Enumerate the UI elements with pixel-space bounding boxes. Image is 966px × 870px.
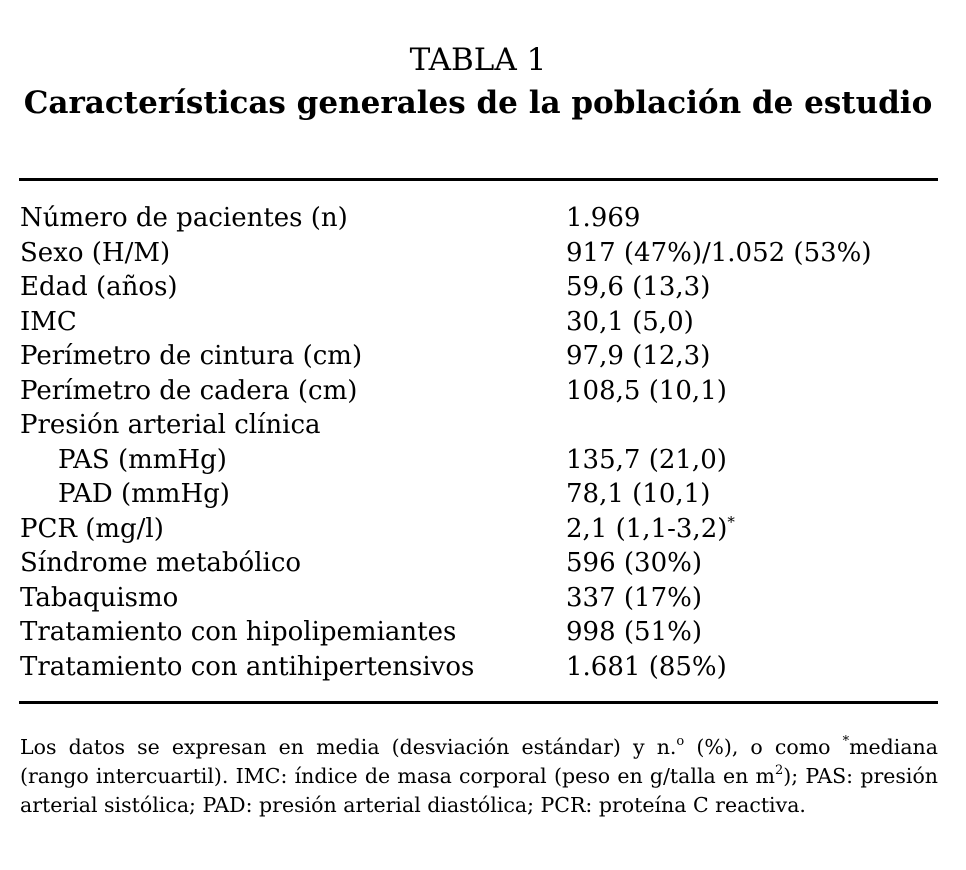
table-row — [20, 201, 940, 236]
row-label: Edad (años) — [20, 272, 178, 302]
row-label: Número de pacientes (n) — [20, 203, 348, 233]
bottom-rule — [19, 701, 938, 704]
row-label: Perímetro de cintura (cm) — [20, 341, 363, 371]
row-value: 78,1 (10,1) — [566, 479, 711, 509]
table-title — [0, 84, 956, 122]
row-value: 998 (51%) — [566, 617, 702, 647]
table-row — [20, 615, 940, 650]
row-value: 97,9 (12,3) — [566, 341, 711, 371]
row-value: 30,1 (5,0) — [566, 306, 694, 337]
table-section-row — [20, 408, 940, 443]
row-label: PCR (mg/l) — [20, 513, 164, 544]
footnote-text: (%), o como — [684, 735, 843, 759]
row-value: 135,7 (21,0) — [566, 444, 727, 475]
row-label: Tratamiento con hipolipemiantes — [20, 617, 457, 647]
row-label: Tabaquismo — [20, 582, 179, 613]
exponent-marker: 2 — [774, 763, 784, 778]
row-value: 1.969 — [566, 203, 641, 233]
table-subrow — [20, 477, 940, 512]
row-value: 917 (47%)/1.052 (53%) — [566, 237, 872, 268]
table-title-text: Características generales de la población de estudio — [23, 85, 933, 121]
row-label: PAD (mmHg) — [58, 479, 230, 509]
table-subrow — [20, 443, 940, 478]
table-row — [20, 512, 940, 547]
row-value — [566, 512, 735, 546]
table-row — [20, 305, 940, 340]
asterisk-note-marker: * — [727, 512, 735, 531]
asterisk-marker: * — [842, 734, 850, 749]
section-label: Presión arterial clínica — [20, 410, 321, 440]
row-label: PAS (mmHg) — [58, 444, 227, 475]
row-value: 337 (17%) — [566, 582, 702, 613]
table-row — [20, 581, 940, 616]
table-row — [20, 236, 940, 271]
table-row — [20, 650, 940, 685]
table-row — [20, 270, 940, 305]
row-value: 59,6 (13,3) — [566, 272, 711, 302]
ordinal-marker: o — [676, 734, 685, 749]
row-label: Síndrome metabólico — [20, 548, 302, 578]
row-label: Tratamiento con antihipertensivos — [20, 651, 475, 682]
row-label: IMC — [20, 306, 77, 337]
table-row — [20, 374, 940, 409]
table-footnote — [20, 733, 938, 820]
footnote-text: mediana (rango intercuartil). IMC: índice de masa corporal (peso en g/talla en m — [20, 735, 938, 788]
row-label: Sexo (H/M) — [20, 237, 171, 268]
row-label: Perímetro de cadera (cm) — [20, 375, 358, 406]
footnote-text: Los datos se expresan en media (desviación estándar) y n. — [20, 735, 677, 759]
row-value-text: 2,1 (1,1-3,2) — [566, 513, 728, 544]
top-rule — [19, 178, 938, 181]
table-body — [20, 201, 940, 684]
table-label: TABLA 1 — [409, 42, 547, 78]
row-value: 596 (30%) — [566, 548, 702, 578]
footnote-text: ); PAS: presión arterial sistólica; PAD: presión arterial diastólica; PCR: proteína C reactiva. — [20, 764, 939, 817]
table-row — [20, 339, 940, 374]
row-value: 108,5 (10,1) — [566, 375, 727, 406]
table-row — [20, 546, 940, 581]
row-value: 1.681 (85%) — [566, 651, 727, 682]
